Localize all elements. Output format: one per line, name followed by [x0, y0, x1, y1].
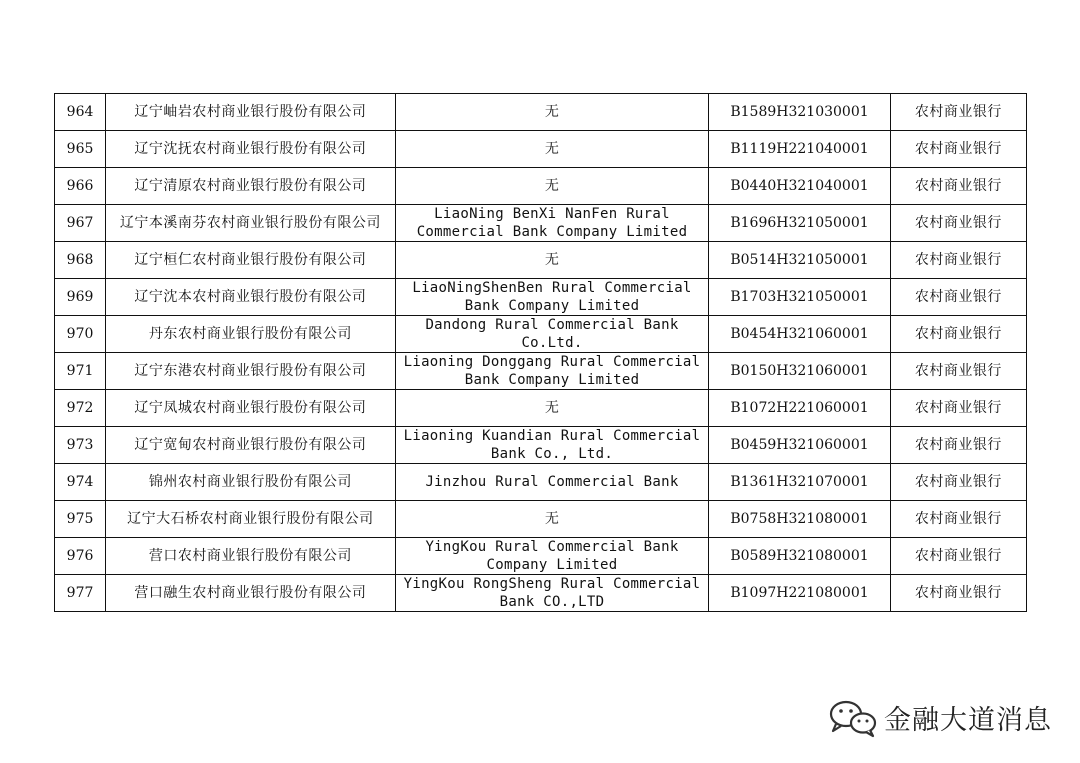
bank-type: 农村商业银行 [890, 427, 1026, 464]
table-row [55, 242, 1027, 279]
bank-name-en: Dandong Rural Commercial Bank Co.Ltd. [395, 316, 709, 353]
bank-type: 农村商业银行 [890, 353, 1026, 390]
bank-type: 农村商业银行 [890, 316, 1026, 353]
institution-code: B0150H321060001 [709, 353, 890, 390]
bank-type: 农村商业银行 [890, 390, 1026, 427]
bank-name-en: LiaoNing BenXi NanFen Rural Commercial Bank Company Limited [395, 205, 709, 242]
bank-type: 农村商业银行 [890, 279, 1026, 316]
bank-name-en: YingKou RongSheng Rural Commercial Bank CO.,LTD [395, 575, 709, 612]
table-row [55, 94, 1027, 131]
bank-name-cn: 锦州农村商业银行股份有限公司 [106, 464, 396, 501]
row-number: 966 [55, 168, 106, 205]
bank-type: 农村商业银行 [890, 205, 1026, 242]
bank-type: 农村商业银行 [890, 94, 1026, 131]
bank-name-en: 无 [395, 501, 709, 538]
institution-code: B0589H321080001 [709, 538, 890, 575]
bank-name-cn: 营口融生农村商业银行股份有限公司 [106, 575, 396, 612]
bank-name-en: 无 [395, 168, 709, 205]
table-row [55, 316, 1027, 353]
bank-name-cn: 辽宁凤城农村商业银行股份有限公司 [106, 390, 396, 427]
table-row [55, 538, 1027, 575]
bank-name-cn: 辽宁沈抚农村商业银行股份有限公司 [106, 131, 396, 168]
bank-type: 农村商业银行 [890, 538, 1026, 575]
bank-type: 农村商业银行 [890, 168, 1026, 205]
row-number: 972 [55, 390, 106, 427]
row-number: 964 [55, 94, 106, 131]
bank-type: 农村商业银行 [890, 464, 1026, 501]
institution-code: B1703H321050001 [709, 279, 890, 316]
institution-code: B1589H321030001 [709, 94, 890, 131]
bank-name-cn: 辽宁宽甸农村商业银行股份有限公司 [106, 427, 396, 464]
bank-type: 农村商业银行 [890, 575, 1026, 612]
row-number: 971 [55, 353, 106, 390]
row-number: 969 [55, 279, 106, 316]
table-row [55, 464, 1027, 501]
bank-name-en: 无 [395, 390, 709, 427]
bank-name-cn: 辽宁本溪南芬农村商业银行股份有限公司 [106, 205, 396, 242]
table-row [55, 168, 1027, 205]
bank-list-table [54, 93, 1027, 612]
bank-name-en: 无 [395, 242, 709, 279]
table-row [55, 131, 1027, 168]
row-number: 968 [55, 242, 106, 279]
institution-code: B0514H321050001 [709, 242, 890, 279]
watermark-text: 金融大道消息 [884, 704, 1052, 736]
bank-type: 农村商业银行 [890, 131, 1026, 168]
institution-code: B1119H221040001 [709, 131, 890, 168]
table-row [55, 390, 1027, 427]
institution-code: B0758H321080001 [709, 501, 890, 538]
wechat-icon [826, 696, 880, 738]
bank-name-en: Liaoning Kuandian Rural Commercial Bank Co., Ltd. [395, 427, 709, 464]
bank-type: 农村商业银行 [890, 242, 1026, 279]
row-number: 970 [55, 316, 106, 353]
table-row [55, 279, 1027, 316]
institution-code: B1097H221080001 [709, 575, 890, 612]
bank-name-cn: 辽宁桓仁农村商业银行股份有限公司 [106, 242, 396, 279]
bank-list-body [55, 94, 1027, 612]
bank-name-cn: 辽宁东港农村商业银行股份有限公司 [106, 353, 396, 390]
bank-name-cn: 营口农村商业银行股份有限公司 [106, 538, 396, 575]
row-number: 973 [55, 427, 106, 464]
bank-name-en: 无 [395, 131, 709, 168]
row-number: 967 [55, 205, 106, 242]
bank-name-en: Jinzhou Rural Commercial Bank [395, 464, 709, 501]
institution-code: B1072H221060001 [709, 390, 890, 427]
row-number: 965 [55, 131, 106, 168]
table-row [55, 205, 1027, 242]
table-row [55, 501, 1027, 538]
row-number: 975 [55, 501, 106, 538]
bank-name-cn: 辽宁岫岩农村商业银行股份有限公司 [106, 94, 396, 131]
bank-name-cn: 辽宁大石桥农村商业银行股份有限公司 [106, 501, 396, 538]
institution-code: B1696H321050001 [709, 205, 890, 242]
bank-name-en: 无 [395, 94, 709, 131]
wechat-watermark [826, 695, 1052, 739]
institution-code: B0440H321040001 [709, 168, 890, 205]
bank-name-cn: 辽宁沈本农村商业银行股份有限公司 [106, 279, 396, 316]
bank-name-cn: 丹东农村商业银行股份有限公司 [106, 316, 396, 353]
table-row [55, 427, 1027, 464]
institution-code: B0454H321060001 [709, 316, 890, 353]
row-number: 976 [55, 538, 106, 575]
bank-type: 农村商业银行 [890, 501, 1026, 538]
bank-name-en: Liaoning Donggang Rural Commercial Bank Company Limited [395, 353, 709, 390]
row-number: 977 [55, 575, 106, 612]
row-number: 974 [55, 464, 106, 501]
institution-code: B0459H321060001 [709, 427, 890, 464]
table-row [55, 353, 1027, 390]
bank-name-en: LiaoNingShenBen Rural Commercial Bank Company Limited [395, 279, 709, 316]
bank-name-en: YingKou Rural Commercial Bank Company Limited [395, 538, 709, 575]
bank-name-cn: 辽宁清原农村商业银行股份有限公司 [106, 168, 396, 205]
table-row [55, 575, 1027, 612]
institution-code: B1361H321070001 [709, 464, 890, 501]
